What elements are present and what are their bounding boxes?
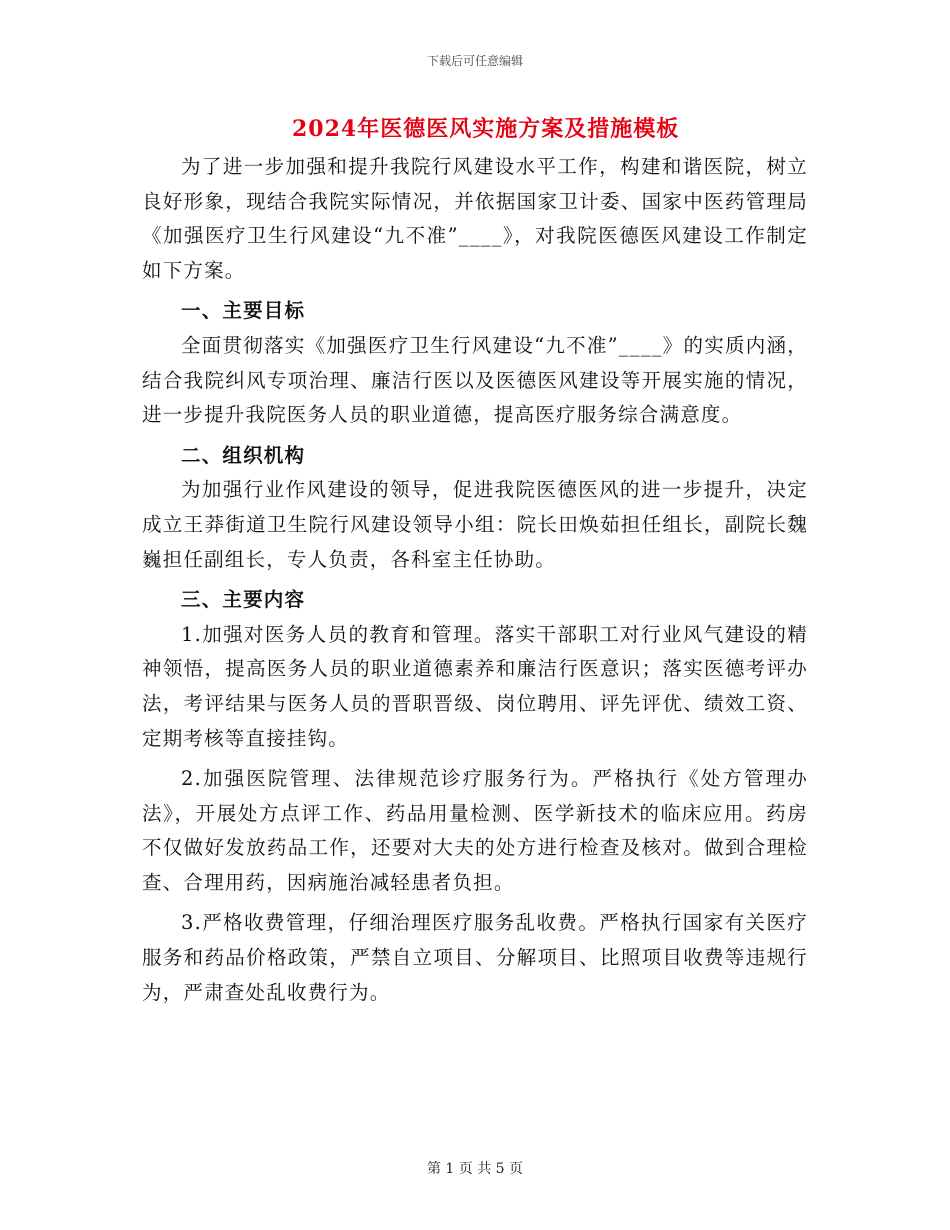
page-header-note: 下载后可任意编辑 [426,54,523,68]
section-paragraph: 3.严格收费管理，仔细治理医疗服务乱收费。严格执行国家有关医疗服务和药品价格政策，严禁自立项目、分解项目、比照项目收费等违规行为，严肃查处乱收费行为。 [142,911,808,1004]
section-paragraph: 2.加强医院管理、法律规范诊疗服务行为。严格执行《处方管理办法》，开展处方点评工作、药品用量检测、医学新技术的临床应用。药房不仅做好发放药品工作，还要对大夫的处方进行检查及核对。做到合理检查、合理用药，因病施治减轻患者负担。 [142,767,808,894]
intro-paragraph: 为了进一步加强和提升我院行风建设水平工作，构建和谐医院，树立良好形象，现结合我院实际情况，并依据国家卫计委、国家中医药管理局《加强医疗卫生行风建设“九不准”____》，对我院医德医风建设工作制定如下方案。 [142,155,808,282]
section-paragraph: 全面贯彻落实《加强医疗卫生行风建设“九不准”____》的实质内涵，结合我院纠风专项治理、廉洁行医以及医德医风建设等开展实施的情况，进一步提升我院医务人员的职业道德，提高医疗服务综合满意度。 [142,333,808,427]
page-number: 第 1 页 共 5 页 [426,1161,524,1177]
section-heading-goals: 一、主要目标 [181,299,306,323]
document-body [142,112,808,1010]
section-heading-organization: 二、组织机构 [181,443,306,467]
document-title: 2024年医德医风实施方案及措施模板 [292,116,680,142]
section-paragraph: 1.加强对医务人员的教育和管理。落实干部职工对行业风气建设的精神领悟，提高医务人员的职业道德素养和廉洁行医意识；落实医德考评办法，考评结果与医务人员的晋职晋级、岗位聘用、评先评优、绩效工资、定期考核等直接挂钩。 [142,622,808,750]
section-heading-content: 三、主要内容 [181,588,306,612]
section-paragraph: 为加强行业作风建设的领导，促进我院医德医风的进一步提升，决定成立王莽街道卫生院行风建设领导小组：院长田焕茹担任组长，副院长魏巍担任副组长，专人负责，各科室主任协助。 [142,478,808,571]
